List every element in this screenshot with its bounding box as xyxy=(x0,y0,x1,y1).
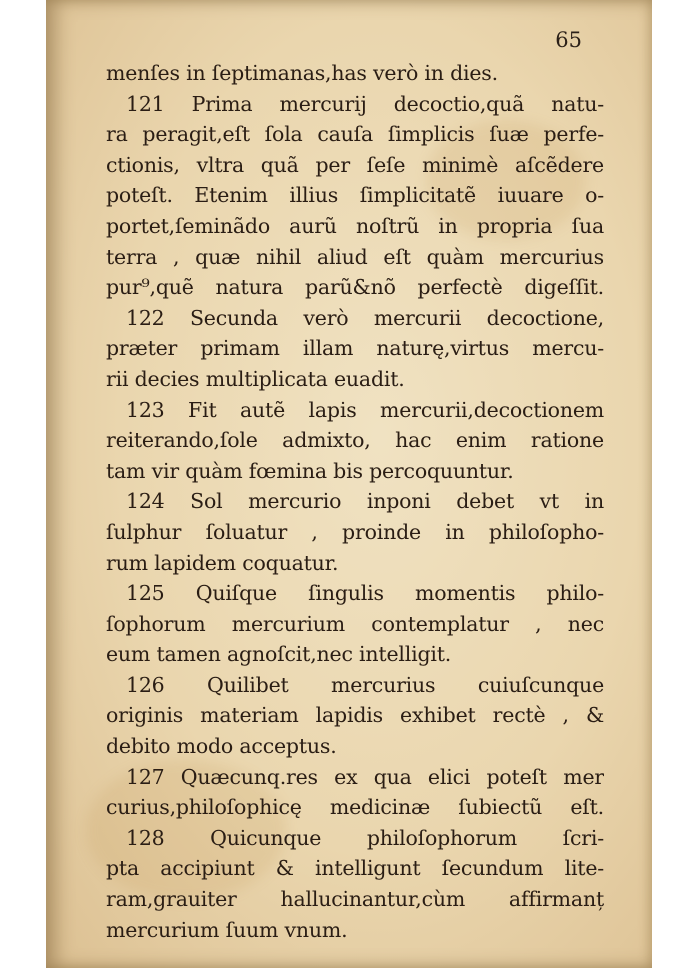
text-line: tam vir quàm fœmina bis percoquuntur. xyxy=(106,458,514,483)
text-line: terra , quæ nihil aliud eſt quàm mercurius xyxy=(106,244,604,269)
text-line: 128 Quicunque philoſophorum ſcri- xyxy=(126,825,604,850)
text-line: 122 Secunda verò mercurii decoctione, xyxy=(126,305,604,330)
text-line: debito modo acceptus. xyxy=(106,734,337,759)
text-line: 121 Prima mercurij decoctio,quã natu- xyxy=(126,91,604,116)
text-line: originis materiam lapidis exhibet rectè , & xyxy=(106,703,604,728)
text-line: 125 Quiſque ſingulis momentis philo- xyxy=(126,581,604,606)
text-line: menſes in ſeptimanas,has verò in dies. xyxy=(106,61,498,85)
text-line: 126 Quilibet mercurius cuiuſcunque xyxy=(126,672,604,697)
text-line: poteſt. Etenim illius ſimplicitatẽ iuuare o- xyxy=(106,183,604,208)
text-line: 127 Quæcunq.res ex qua elici poteſt mer xyxy=(126,764,604,789)
text-line: curius,philoſophicę medicinæ ſubiectũ eſt. xyxy=(106,795,604,820)
text-line: ra peragit,eſt ſola cauſa ſimplicis ſuæ perfe- xyxy=(106,122,604,147)
text-line: rum lapidem coquatur. xyxy=(106,550,339,575)
text-line: 124 Sol mercurio inponi debet vt in xyxy=(126,489,604,514)
text-line: pta accipiunt & intelligunt ſecundum lite- xyxy=(106,856,604,881)
text-line: 123 Fit autẽ lapis mercurii,decoctionem xyxy=(126,397,604,422)
book-page xyxy=(46,0,652,968)
page-number: 65 xyxy=(555,28,582,52)
text-line: rii decies multiplicata euadit. xyxy=(106,366,405,391)
body-text xyxy=(106,58,604,945)
text-line: præter primam illam naturę,virtus mercu- xyxy=(106,336,604,361)
text-line: reiterando,ſole admixto, hac enim ratione xyxy=(106,428,604,453)
text-line: portet,ſeminãdo aurũ noſtrũ in propria ſua xyxy=(106,213,604,238)
text-line: eum tamen agnoſcit,nec intelligit. xyxy=(106,642,452,667)
text-line: pur⁹,quẽ natura parũ&nõ perfectè digeſſit. xyxy=(106,275,604,300)
text-line: ctionis, vltra quã per ſeſe minimè aſcẽdere xyxy=(106,152,604,177)
text-line: mercurium ſuum vnum. xyxy=(106,917,348,942)
text-line: ſophorum mercurium contemplatur , nec xyxy=(106,611,604,636)
text-line: ſulphur ſoluatur , proinde in philoſopho- xyxy=(106,519,604,544)
text-line: ram,grauiter hallucinantur,cùm affirmanț xyxy=(106,887,604,912)
